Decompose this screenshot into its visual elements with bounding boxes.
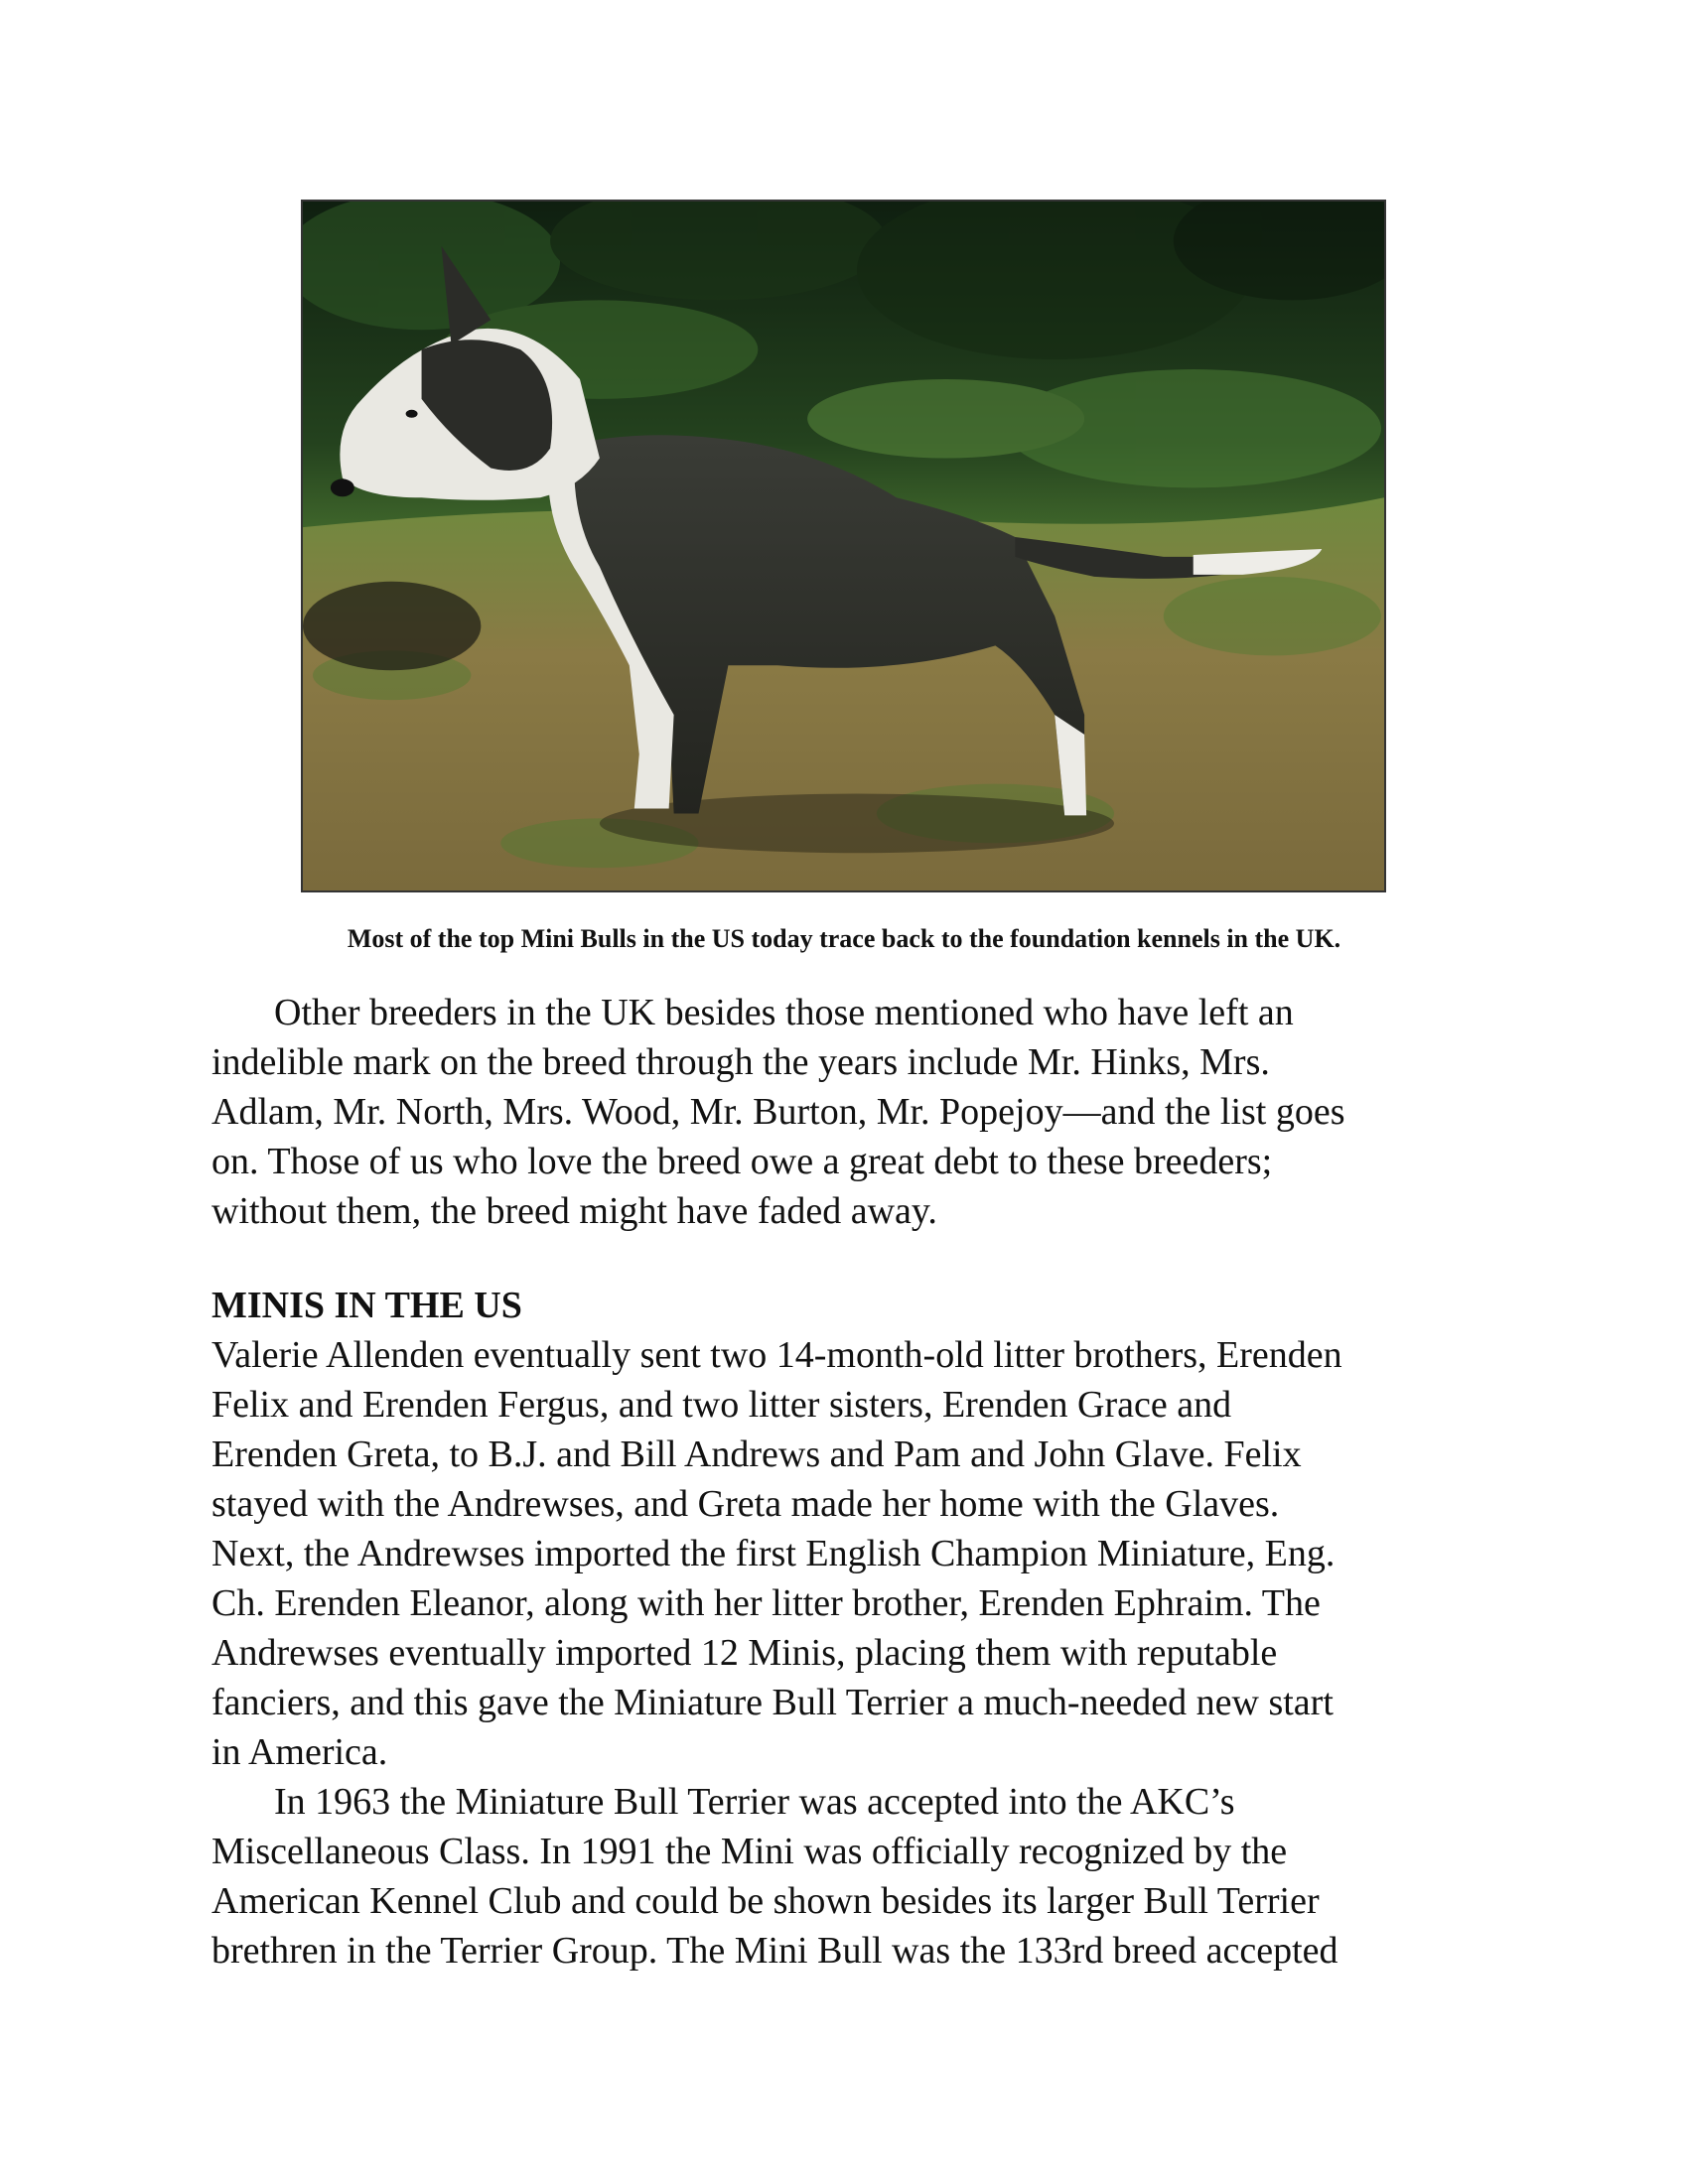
text-line: on. Those of us who love the breed owe a great debt to these breeders; — [211, 1141, 1273, 1182]
section-heading: MINIS IN THE US — [211, 1285, 522, 1326]
figure-caption: Most of the top Mini Bulls in the US today trace back to the foundation kennels in the UK. — [347, 924, 1341, 953]
text-line: fanciers, and this gave the Miniature Bull Terrier a much-needed new start — [211, 1682, 1334, 1723]
text-line: Ch. Erenden Eleanor, along with her litter brother, Erenden Ephraim. The — [211, 1582, 1321, 1624]
text-line: Adlam, Mr. North, Mrs. Wood, Mr. Burton, Mr. Popejoy—and the list goes — [211, 1091, 1345, 1133]
text-line: indelible mark on the breed through the years include Mr. Hinks, Mrs. — [211, 1041, 1270, 1083]
text-line: Erenden Greta, to B.J. and Bill Andrews and Pam and John Glave. Felix — [211, 1433, 1302, 1475]
text-line: Other breeders in the UK besides those mentioned who have left an — [274, 992, 1294, 1033]
paragraph-minis-us — [211, 1330, 1502, 1777]
dog-photo — [301, 200, 1386, 892]
paragraph-akc — [211, 1777, 1502, 1976]
text-line: American Kennel Club and could be shown besides its larger Bull Terrier — [211, 1880, 1320, 1922]
text-line: brethren in the Terrier Group. The Mini Bull was the 133rd breed accepted — [211, 1930, 1338, 1972]
text-line: stayed with the Andrewses, and Greta made her home with the Glaves. — [211, 1483, 1280, 1525]
text-line: Next, the Andrewses imported the first English Champion Miniature, Eng. — [211, 1533, 1336, 1574]
paragraph-breeders — [211, 988, 1502, 1236]
text-line: Andrewses eventually imported 12 Minis, placing them with reputable — [211, 1632, 1278, 1674]
text-line: Felix and Erenden Fergus, and two litter sisters, Erenden Grace and — [211, 1384, 1232, 1426]
text-line: in America. — [211, 1731, 388, 1773]
text-line: without them, the breed might have faded away. — [211, 1190, 937, 1232]
text-line: In 1963 the Miniature Bull Terrier was accepted into the AKC’s — [274, 1781, 1235, 1823]
text-line: Valerie Allenden eventually sent two 14-month-old litter brothers, Erenden — [211, 1334, 1342, 1376]
bull-terrier-image — [303, 202, 1384, 890]
text-line: Miscellaneous Class. In 1991 the Mini was officially recognized by the — [211, 1831, 1288, 1872]
